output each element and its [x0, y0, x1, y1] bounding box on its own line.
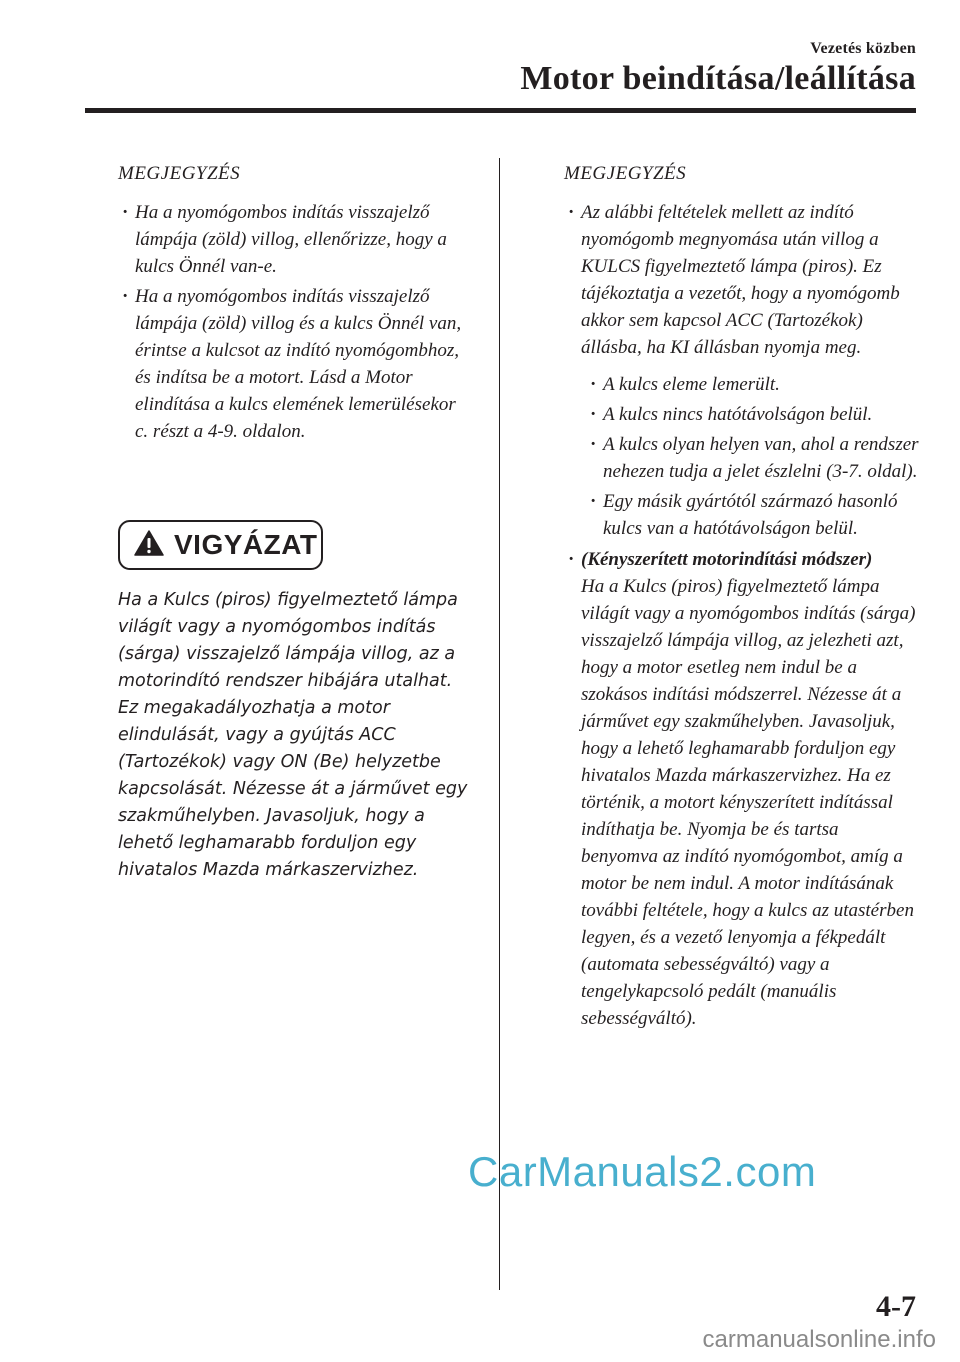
column-divider	[499, 158, 500, 1290]
warning-triangle-icon	[134, 530, 164, 561]
forced-start-title: · (Kényszerített motorindítási módszer)	[581, 549, 873, 570]
condition-item: · A kulcs olyan helyen van, ahol a rendszer nehezen tudja a jelet észlelni (3-7. oldal).	[581, 431, 919, 485]
left-column	[118, 160, 473, 448]
page-title: Motor beindítása/leállítása	[520, 60, 916, 97]
page-header	[520, 40, 916, 98]
condition-item: · A kulcs nincs hatótávolságon belül.	[581, 401, 919, 428]
forced-start-text: Ha a Kulcs (piros) figyelmeztető lámpa világít vagy a nyomógombos indítás (sárga) visszajelző lámpája villog, az jelezheti azt, hogy a motor esetleg nem indul be a szokásos indítási módszerrel. Nézesse át a járművet egy szakműhelyben. Javasoljuk, hogy a lehető leghamarabb forduljon egy hivatalos Mazda márkaszervizhez. Ha ez történik, a motort kényszerített indítással indíthatja be. Nyomja be és tartsa benyomva az indító nyomógombot, amíg a motor be nem indul. A motor indításának további feltétele, hogy a kulcs az utastérben legyen, és a vezető lenyomja a fékpedált (automata sebességváltó) vagy a tengelykapcsoló pedált (manuális sebességváltó).	[581, 576, 916, 1029]
condition-list	[581, 371, 919, 542]
note-item: · Ha a nyomógombos indítás visszajelző lámpája (zöld) villog és a kulcs Önnél van, érintse a kulcsot az indító nyomógombhoz, és indítsa be a motort. Lásd a Motor elindítása a kulcs elemének lemerülésekor c. részt a 4-9. oldalon.	[118, 283, 473, 445]
note-item: · Ha a nyomógombos indítás visszajelző lámpája (zöld) villog, ellenőrizze, hogy a kulcs Önnél van-e.	[118, 199, 473, 280]
page-number: 4-7	[876, 1290, 916, 1323]
note-intro: · Az alábbi feltételek mellett az indító nyomógomb megnyomása után villog a KULCS figyelmeztető lámpa (piros). Ez tájékoztatja a vezetőt, hogy a nyomógomb akkor sem kapcsol ACC (Tartozékok) állásba, ha KI állásban nyomja meg.	[581, 202, 900, 358]
note-item	[564, 199, 919, 542]
note-list	[564, 199, 919, 1032]
note-heading: MEGJEGYZÉS	[118, 163, 241, 184]
condition-item: · Egy másik gyártótól származó hasonló kulcs van a hatótávolságon belül.	[581, 488, 919, 542]
condition-item: · A kulcs eleme lemerült.	[581, 371, 919, 398]
warning-label-box	[118, 520, 323, 570]
watermark: CarManuals2.com	[468, 1148, 817, 1195]
right-column	[564, 160, 919, 1035]
note-item	[564, 546, 919, 1032]
warning-label: VIGYÁZAT	[174, 529, 318, 560]
note-heading: MEGJEGYZÉS	[564, 163, 687, 184]
warning-text: Ha a Kulcs (piros) figyelmeztető lámpa világít vagy a nyomógombos indítás (sárga) visszajelző lámpája villog, az a motorindító rendszer hibájára utalhat. Ez megakadályozhatja a motor elindulását, vagy a gyújtás ACC (Tartozékok) vagy ON (Be) helyzetbe kapcsolását. Nézesse át a járművet egy szakműhelyben. Javasoljuk, hogy a lehető leghamarabb forduljon egy hivatalos Mazda márkaszervizhez.	[118, 590, 468, 880]
note-list	[118, 199, 473, 445]
section-name: Vezetés közben	[810, 40, 916, 57]
header-rule	[85, 108, 916, 113]
footer-site: carmanualsonline.info	[702, 1326, 936, 1353]
